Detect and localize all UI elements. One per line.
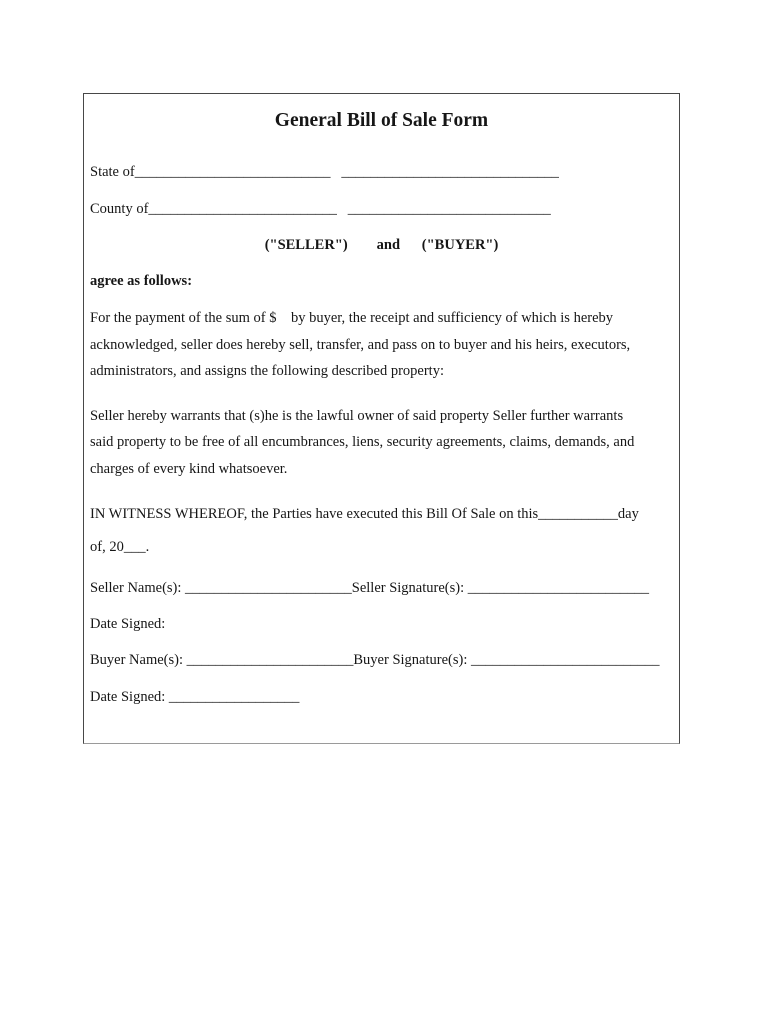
form-title: General Bill of Sale Form	[274, 110, 489, 131]
witness-year-line: of, 20___.	[90, 539, 150, 555]
witness-whereof-line: IN WITNESS WHEREOF, the Parties have executed this Bill Of Sale on this___________day	[90, 506, 639, 522]
warranty-paragraph-line: said property to be free of all encumbrances, liens, security agreements, claims, demands, and	[90, 434, 635, 450]
state-of-line: State of___________________________ ______________________________	[90, 164, 559, 180]
county-of-line: County of__________________________ ____________________________	[90, 201, 551, 217]
warranty-paragraph	[90, 403, 673, 483]
bill-of-sale-form	[83, 93, 680, 744]
payment-paragraph	[90, 305, 673, 385]
payment-paragraph-line: For the payment of the sum of $ by buyer, the receipt and sufficiency of which is hereby	[90, 310, 614, 326]
agree-as-follows-line: agree as follows:	[90, 273, 193, 289]
buyer-name-signature-line: Buyer Name(s): _______________________Buyer Signature(s): __________________________	[90, 652, 660, 668]
warranty-paragraph-line: Seller hereby warrants that (s)he is the lawful owner of said property Seller further warrants	[90, 407, 624, 424]
date-signed-buyer-line: Date Signed: __________________	[90, 689, 300, 705]
seller-and-buyer-line: ("SELLER") and ("BUYER")	[264, 237, 499, 253]
payment-paragraph-line: acknowledged, seller does hereby sell, transfer, and pass on to buyer and his heirs, executors,	[90, 336, 631, 353]
payment-paragraph-line: administrators, and assigns the following described property:	[90, 363, 444, 379]
warranty-paragraph-line: charges of every kind whatsoever.	[90, 460, 288, 477]
date-signed-seller-line: Date Signed:	[90, 616, 166, 632]
seller-name-signature-line: Seller Name(s): _______________________Seller Signature(s): _________________________	[90, 580, 649, 596]
